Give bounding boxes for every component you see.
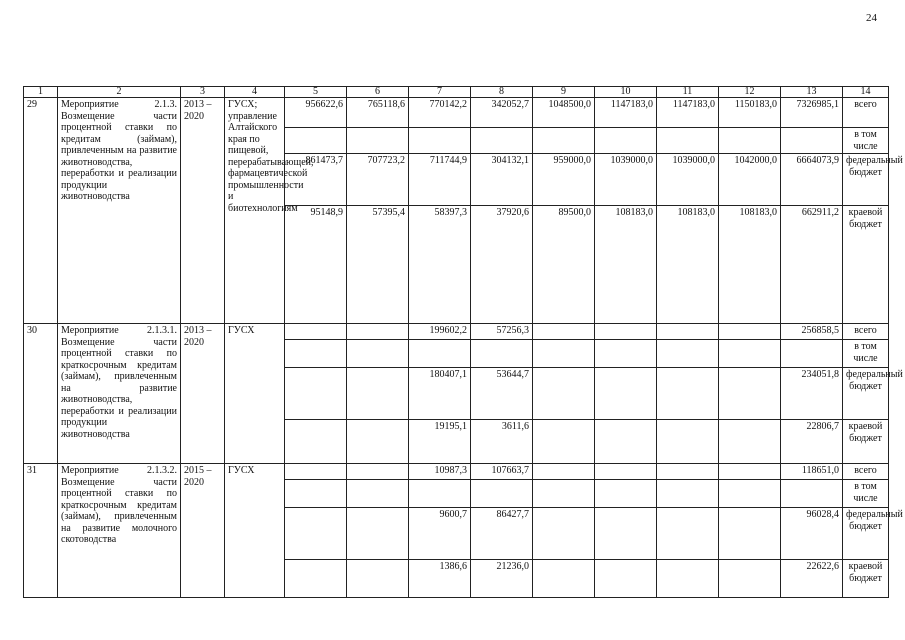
years-cell: 2013 – 2020 [181, 98, 225, 324]
amount-cell: 1042000,0 [719, 154, 781, 206]
funding-source-cell: краевой бюджет [843, 560, 889, 598]
amount-cell [719, 324, 781, 340]
amount-cell [347, 420, 409, 464]
amount-cell: 199602,2 [409, 324, 471, 340]
amount-cell [409, 340, 471, 368]
amount-cell: 22806,7 [781, 420, 843, 464]
amount-cell: 7326985,1 [781, 98, 843, 128]
amount-cell [347, 368, 409, 420]
column-number-cell: 14 [843, 87, 889, 98]
column-number-cell: 10 [595, 87, 657, 98]
amount-cell: 861473,7 [285, 154, 347, 206]
amount-cell: 662911,2 [781, 206, 843, 324]
column-number-cell: 1 [24, 87, 58, 98]
amount-cell: 234051,8 [781, 368, 843, 420]
amount-cell: 959000,0 [533, 154, 595, 206]
amount-cell [347, 324, 409, 340]
amount-cell: 86427,7 [471, 508, 533, 560]
amount-cell [719, 480, 781, 508]
amount-cell [533, 480, 595, 508]
amount-cell [719, 560, 781, 598]
funding-source-cell: всего [843, 324, 889, 340]
amount-cell [471, 340, 533, 368]
amount-cell: 1147183,0 [657, 98, 719, 128]
activity-name-cell: Мероприятие 2.1.3.2. Возмещение части процентной ставки по краткосрочным кредитам (займам), привлеченным на развитие молочного скотоводства [58, 464, 181, 598]
amount-cell [657, 324, 719, 340]
column-number-cell: 11 [657, 87, 719, 98]
page-number: 24 [866, 12, 877, 24]
amount-cell: 770142,2 [409, 98, 471, 128]
amount-cell [719, 128, 781, 154]
amount-cell: 1386,6 [409, 560, 471, 598]
column-number-cell: 4 [225, 87, 285, 98]
executor-cell: ГУСХ [225, 464, 285, 598]
amount-cell [719, 464, 781, 480]
table-row [24, 464, 889, 480]
amount-cell [595, 560, 657, 598]
amount-cell: 342052,7 [471, 98, 533, 128]
amount-cell [533, 508, 595, 560]
amount-cell [533, 420, 595, 464]
amount-cell: 37920,6 [471, 206, 533, 324]
funding-source-cell: в том числе [843, 480, 889, 508]
amount-cell: 96028,4 [781, 508, 843, 560]
amount-cell [781, 128, 843, 154]
amount-cell [285, 560, 347, 598]
years-cell: 2015 – 2020 [181, 464, 225, 598]
amount-cell [657, 368, 719, 420]
table-row [24, 324, 889, 340]
funding-source-cell: всего [843, 464, 889, 480]
amount-cell [285, 464, 347, 480]
amount-cell [471, 480, 533, 508]
amount-cell [285, 368, 347, 420]
amount-cell: 1039000,0 [595, 154, 657, 206]
amount-cell [285, 324, 347, 340]
funding-source-cell: федеральный бюджет [843, 154, 889, 206]
amount-cell [533, 340, 595, 368]
amount-cell [657, 464, 719, 480]
amount-cell: 6664073,9 [781, 154, 843, 206]
amount-cell [657, 420, 719, 464]
amount-cell [347, 560, 409, 598]
amount-cell [781, 340, 843, 368]
amount-cell [285, 420, 347, 464]
funding-source-cell: всего [843, 98, 889, 128]
program-activities-table [23, 86, 903, 598]
amount-cell [719, 420, 781, 464]
amount-cell [595, 324, 657, 340]
amount-cell [595, 420, 657, 464]
amount-cell [347, 480, 409, 508]
executor-cell: ГУСХ; управление Алтайского края по пищевой, перерабатывающей, фармацевтической промышленности и биотехнологиям [225, 98, 285, 324]
amount-cell [471, 128, 533, 154]
amount-cell: 1039000,0 [657, 154, 719, 206]
amount-cell: 711744,9 [409, 154, 471, 206]
amount-cell [409, 480, 471, 508]
amount-cell: 108183,0 [595, 206, 657, 324]
amount-cell: 107663,7 [471, 464, 533, 480]
amount-cell: 21236,0 [471, 560, 533, 598]
amount-cell [533, 324, 595, 340]
amount-cell: 256858,5 [781, 324, 843, 340]
funding-source-cell: краевой бюджет [843, 206, 889, 324]
amount-cell [657, 508, 719, 560]
amount-cell [719, 340, 781, 368]
amount-cell: 9600,7 [409, 508, 471, 560]
column-number-cell: 8 [471, 87, 533, 98]
amount-cell: 95148,9 [285, 206, 347, 324]
amount-cell [347, 508, 409, 560]
amount-cell [285, 128, 347, 154]
amount-cell: 57256,3 [471, 324, 533, 340]
amount-cell [347, 340, 409, 368]
amount-cell [347, 128, 409, 154]
amount-cell [781, 480, 843, 508]
amount-cell [285, 508, 347, 560]
column-number-cell: 9 [533, 87, 595, 98]
amount-cell: 765118,6 [347, 98, 409, 128]
amount-cell: 956622,6 [285, 98, 347, 128]
amount-cell: 10987,3 [409, 464, 471, 480]
funding-source-cell: федеральный бюджет [843, 368, 889, 420]
amount-cell [595, 508, 657, 560]
amount-cell: 1048500,0 [533, 98, 595, 128]
amount-cell [285, 340, 347, 368]
amount-cell [533, 560, 595, 598]
column-number-cell: 13 [781, 87, 843, 98]
amount-cell [657, 480, 719, 508]
amount-cell: 58397,3 [409, 206, 471, 324]
column-number-cell: 2 [58, 87, 181, 98]
amount-cell: 53644,7 [471, 368, 533, 420]
amount-cell [595, 464, 657, 480]
column-number-cell: 7 [409, 87, 471, 98]
amount-cell: 304132,1 [471, 154, 533, 206]
column-number-cell: 12 [719, 87, 781, 98]
activity-name-cell: Мероприятие 2.1.3. Возмещение части процентной ставки по кредитам (займам), привлеченным на развитие животноводства, переработки и реализации продукции животноводства [58, 98, 181, 324]
funding-source-cell: в том числе [843, 128, 889, 154]
executor-cell: ГУСХ [225, 324, 285, 464]
row-number-cell: 29 [24, 98, 58, 324]
funding-source-cell: федеральный бюджет [843, 508, 889, 560]
amount-cell [533, 464, 595, 480]
amount-cell [347, 464, 409, 480]
amount-cell: 118651,0 [781, 464, 843, 480]
amount-cell: 89500,0 [533, 206, 595, 324]
amount-cell: 3611,6 [471, 420, 533, 464]
amount-cell [409, 128, 471, 154]
amount-cell: 1150183,0 [719, 98, 781, 128]
funding-source-cell: краевой бюджет [843, 420, 889, 464]
amount-cell [595, 480, 657, 508]
amount-cell [533, 368, 595, 420]
amount-cell: 707723,2 [347, 154, 409, 206]
amount-cell: 108183,0 [719, 206, 781, 324]
amount-cell: 19195,1 [409, 420, 471, 464]
amount-cell [285, 480, 347, 508]
amount-cell [595, 368, 657, 420]
amount-cell: 1147183,0 [595, 98, 657, 128]
activity-name-cell: Мероприятие 2.1.3.1. Возмещение части процентной ставки по краткосрочным кредитам (займам), привлеченным на развитие животноводства, переработки и реализации продукции животноводства [58, 324, 181, 464]
column-number-cell: 5 [285, 87, 347, 98]
amount-cell [657, 340, 719, 368]
amount-cell [719, 368, 781, 420]
row-number-cell: 30 [24, 324, 58, 464]
years-cell: 2013 – 2020 [181, 324, 225, 464]
header-row [24, 87, 889, 98]
amount-cell: 57395,4 [347, 206, 409, 324]
column-number-cell: 6 [347, 87, 409, 98]
amount-cell [657, 128, 719, 154]
amount-cell: 22622,6 [781, 560, 843, 598]
amount-cell [719, 508, 781, 560]
amount-cell [595, 128, 657, 154]
amount-cell: 180407,1 [409, 368, 471, 420]
amount-cell: 108183,0 [657, 206, 719, 324]
amount-cell [595, 340, 657, 368]
row-number-cell: 31 [24, 464, 58, 598]
amount-cell [533, 128, 595, 154]
amount-cell [657, 560, 719, 598]
table-row [24, 98, 889, 128]
funding-source-cell: в том числе [843, 340, 889, 368]
column-number-cell: 3 [181, 87, 225, 98]
